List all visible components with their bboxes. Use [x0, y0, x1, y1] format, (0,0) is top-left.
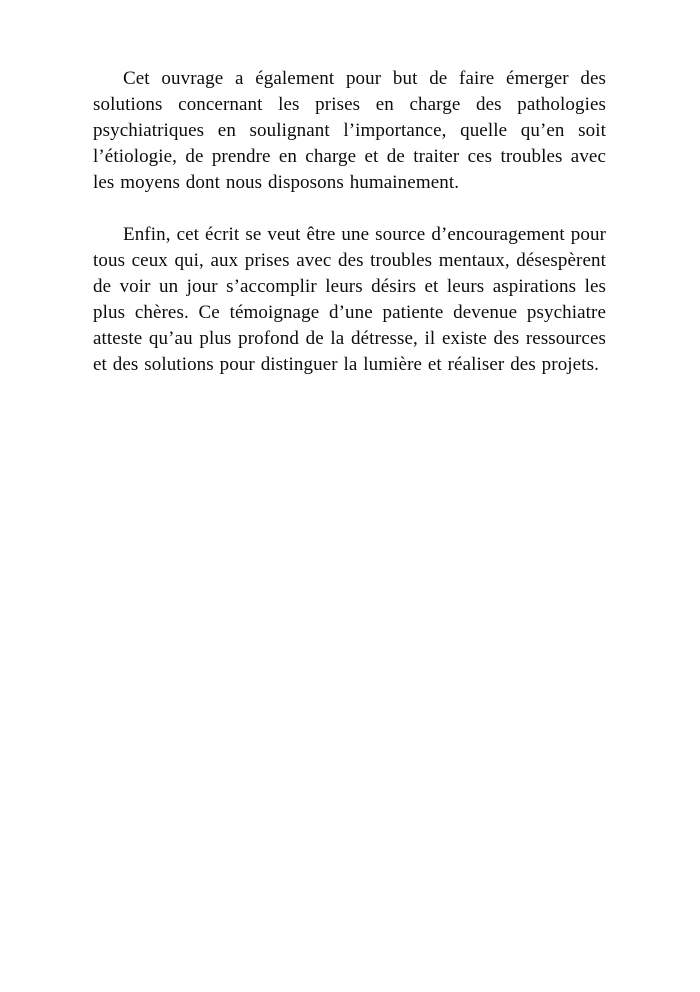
text-block — [93, 66, 606, 404]
paragraph-solutions: Cet ouvrage a également pour but de faire émerger des solutions concernant les prises en charge des pathologies psychiatriques en soulignant l’importance, quelle qu’en soit l’étiologie, de prendre en charge et de traiter ces troubles avec les moyens dont nous disposons humainement. — [93, 68, 606, 193]
paragraph-encouragement: Enfin, cet écrit se veut être une source d’encouragement pour tous ceux qui, aux prises avec des troubles mentaux, désespèrent de voir un jour s’accomplir leurs désirs et leurs aspirations les plus chères. Ce témoignage d’une patiente devenue psychiatre atteste qu’au plus profond de la détresse, il existe des ressources et des solutions pour distinguer la lumière et réaliser des projets. — [93, 224, 606, 375]
